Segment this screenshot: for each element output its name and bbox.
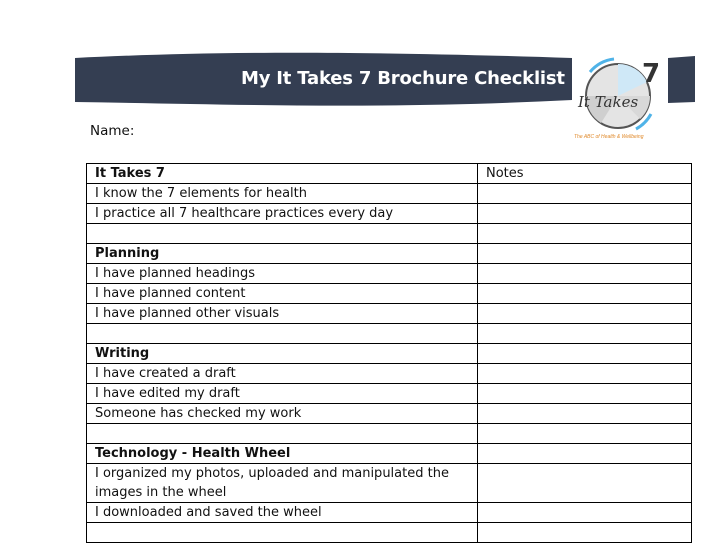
table-header-row <box>87 164 692 184</box>
notes-cell[interactable] <box>478 344 692 364</box>
table-row <box>87 424 692 444</box>
table-row <box>87 523 692 543</box>
checklist-item: I have created a draft <box>87 364 478 384</box>
table-row <box>87 284 692 304</box>
checklist-item: I have planned other visuals <box>87 304 478 324</box>
column-header-it-takes-7: It Takes 7 <box>87 164 478 184</box>
name-label: Name: <box>90 123 135 139</box>
table-row <box>87 184 692 204</box>
section-header-row <box>87 344 692 364</box>
notes-cell[interactable] <box>478 224 692 244</box>
column-header-notes: Notes <box>478 164 692 184</box>
checklist-item: I organized my photos, uploaded and manipulated the images in the wheel <box>87 464 478 503</box>
table-row <box>87 503 692 523</box>
notes-cell[interactable] <box>478 264 692 284</box>
checklist-table <box>86 163 692 543</box>
notes-cell[interactable] <box>478 503 692 523</box>
table-row <box>87 384 692 404</box>
checklist-item: I practice all 7 healthcare practices every day <box>87 204 478 224</box>
table-row <box>87 364 692 384</box>
notes-cell[interactable] <box>478 444 692 464</box>
checklist-item: I have edited my draft <box>87 384 478 404</box>
notes-cell[interactable] <box>478 184 692 204</box>
notes-cell[interactable] <box>478 204 692 224</box>
checklist-item: Someone has checked my work <box>87 404 478 424</box>
section-title: Writing <box>87 344 478 364</box>
logo-tagline: The ABC of Health & Wellbeing <box>574 134 644 140</box>
logo-text: It Takes <box>578 93 639 111</box>
checklist-item <box>87 224 478 244</box>
notes-cell[interactable] <box>478 404 692 424</box>
table-row <box>87 224 692 244</box>
it-takes-7-logo <box>572 54 664 144</box>
checklist-item <box>87 424 478 444</box>
notes-cell[interactable] <box>478 244 692 264</box>
checklist-item: I have planned content <box>87 284 478 304</box>
checklist-item <box>87 523 478 543</box>
section-header-row <box>87 444 692 464</box>
section-title: Planning <box>87 244 478 264</box>
table-row <box>87 404 692 424</box>
notes-cell[interactable] <box>478 364 692 384</box>
checklist-item: I downloaded and saved the wheel <box>87 503 478 523</box>
notes-cell[interactable] <box>478 464 692 503</box>
logo-number: 7 <box>642 59 661 89</box>
checklist-item: I know the 7 elements for health <box>87 184 478 204</box>
table-row <box>87 304 692 324</box>
notes-cell[interactable] <box>478 424 692 444</box>
notes-cell[interactable] <box>478 324 692 344</box>
section-title: Technology - Health Wheel <box>87 444 478 464</box>
checklist-item: I have planned headings <box>87 264 478 284</box>
notes-cell[interactable] <box>478 284 692 304</box>
notes-cell[interactable] <box>478 523 692 543</box>
page-title: My It Takes 7 Brochure Checklist <box>241 68 565 89</box>
table-row <box>87 264 692 284</box>
checklist-item <box>87 324 478 344</box>
section-header-row <box>87 244 692 264</box>
notes-cell[interactable] <box>478 384 692 404</box>
table-row <box>87 324 692 344</box>
table-row <box>87 204 692 224</box>
table-row <box>87 464 692 503</box>
notes-cell[interactable] <box>478 304 692 324</box>
